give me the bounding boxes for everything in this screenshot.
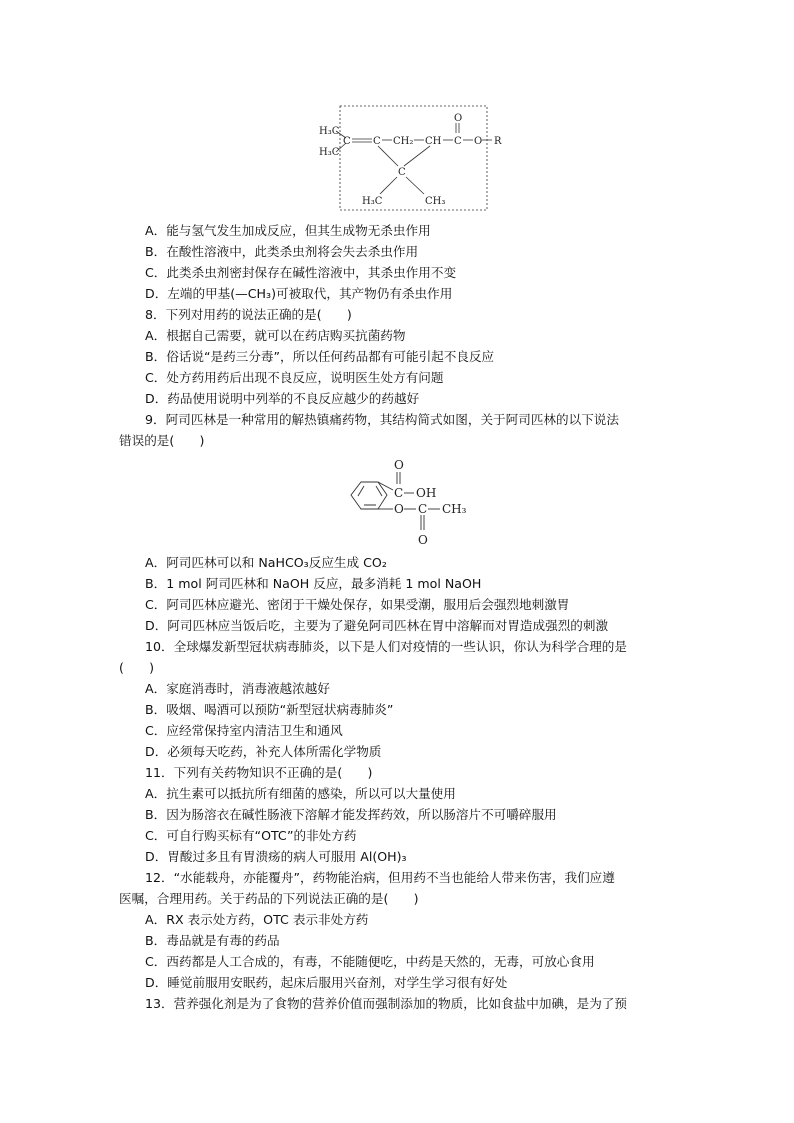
o-ester-label: O bbox=[474, 136, 483, 147]
h3c-mid-label: H₃C bbox=[319, 147, 340, 158]
q13-stem-line1: 13．营养强化剂是为了食物的营养价值而强制添加的物质，比如食盐中加碘，是为了预 bbox=[145, 996, 627, 1011]
q12-option-b: B．毒品就是有毒的药品 bbox=[145, 933, 280, 948]
dashed-box bbox=[340, 106, 487, 210]
q8-option-a: A．根据自己需要，就可以在药店购买抗菌药物 bbox=[145, 328, 406, 343]
q9-option-c: C．阿司匹林应避光、密闭于干燥处保存，如果受潮，服用后会强烈地刺激胃 bbox=[145, 597, 570, 612]
c1-label: C bbox=[343, 136, 351, 147]
aspirin-c-ester: C bbox=[418, 502, 428, 516]
c2-label: C bbox=[373, 136, 381, 147]
q11-option-c: C．可自行购买标有“OTC”的非处方药 bbox=[145, 828, 357, 843]
q11-stem: 11．下列有关药物知识不正确的是( ) bbox=[145, 765, 373, 780]
q11-option-a: A．抗生素可以抵抗所有细菌的感染，所以可以大量使用 bbox=[145, 786, 456, 801]
ch3-bottom-label: CH₃ bbox=[425, 196, 446, 207]
q10-stem-line2: ( ) bbox=[119, 660, 155, 675]
aspirin-o-bottom: O bbox=[418, 533, 428, 547]
q8-option-c: C．处方药用药后出现不良反应，说明医生处方有问题 bbox=[145, 370, 444, 385]
q12-stem-line1: 12．“水能载舟，亦能覆舟”，药物能治病，但用药不当也能给人带来伤害，我们应遵 bbox=[145, 870, 615, 885]
r-label: R bbox=[494, 136, 502, 147]
q7-option-d: D．左端的甲基(—CH₃)可被取代，其产物仍有杀虫作用 bbox=[145, 286, 453, 301]
q9-option-b: B．1 mol 阿司匹林和 NaOH 反应，最多消耗 1 mol NaOH bbox=[145, 576, 482, 591]
q7-option-a: A．能与氢气发生加成反应，但其生成物无杀虫作用 bbox=[145, 223, 431, 238]
c-ring-label: C bbox=[398, 167, 406, 178]
q12-option-c: C．西药都是人工合成的，有毒，不能随便吃，中药是天然的，无毒，可放心食用 bbox=[145, 954, 595, 969]
q10-option-b: B．吸烟、喝酒可以预防“新型冠状病毒肺炎” bbox=[145, 702, 394, 717]
c-carbonyl-label: C bbox=[454, 136, 462, 147]
q8-option-b: B．俗话说“是药三分毒”，所以任何药品都有可能引起不良反应 bbox=[145, 349, 495, 364]
aspirin-oh: OH bbox=[416, 486, 437, 500]
aspirin-c-acid: C bbox=[394, 486, 404, 500]
q10-option-a: A．家庭消毒时，消毒液越浓越好 bbox=[145, 681, 330, 696]
h3c-top-label: H₃C bbox=[319, 126, 340, 137]
q12-option-a: A．RX 表示处方药，OTC 表示非处方药 bbox=[145, 912, 369, 927]
insecticide-structure bbox=[0, 0, 794, 215]
q8-stem: 8．下列对用药的说法正确的是( ) bbox=[145, 307, 352, 322]
aspirin-ch3: CH₃ bbox=[442, 502, 467, 516]
q12-stem-line2: 医嘱，合理用药。关于药品的下列说法正确的是( ) bbox=[119, 891, 419, 906]
q7-option-c: C．此类杀虫剂密封保存在碱性溶液中，其杀虫作用不变 bbox=[145, 265, 457, 280]
q8-option-d: D．药品使用说明中列举的不良反应越少的药越好 bbox=[145, 391, 420, 406]
aspirin-structure bbox=[0, 452, 794, 552]
aspirin-o-link: O bbox=[394, 502, 404, 516]
q10-stem-line1: 10．全球爆发新型冠状病毒肺炎，以下是人们对疫情的一些认识，你认为科学合理的是 bbox=[145, 639, 627, 654]
q7-option-b: B．在酸性溶液中，此类杀虫剂将会失去杀虫作用 bbox=[145, 244, 419, 259]
o-double-label: O bbox=[454, 113, 463, 124]
q9-stem-line1: 9．阿司匹林是一种常用的解热镇痛药物，其结构简式如图，关于阿司匹林的以下说法 bbox=[145, 412, 619, 427]
q9-option-d: D．阿司匹林应当饭后吃，主要为了避免阿司匹林在胃中溶解而对胃造成强烈的刺激 bbox=[145, 618, 609, 633]
q12-option-d: D．睡觉前服用安眠药，起床后服用兴奋剂，对学生学习很有好处 bbox=[145, 975, 508, 990]
q11-option-d: D．胃酸过多且有胃溃疡的病人可服用 Al(OH)₃ bbox=[145, 849, 407, 864]
ch-label: CH bbox=[425, 136, 442, 147]
q9-option-a: A．阿司匹林可以和 NaHCO₃反应生成 CO₂ bbox=[145, 555, 387, 570]
q11-option-b: B．因为肠溶衣在碱性肠液下溶解才能发挥药效，所以肠溶片不可嚼碎服用 bbox=[145, 807, 557, 822]
q10-option-c: C．应经常保持室内清洁卫生和通风 bbox=[145, 723, 343, 738]
q9-stem-line2: 错误的是( ) bbox=[119, 433, 205, 448]
aspirin-o-top: O bbox=[394, 458, 404, 472]
h3c-bottom-label: H₃C bbox=[362, 196, 383, 207]
ch2-label: CH₂ bbox=[393, 136, 414, 147]
q10-option-d: D．必须每天吃药，补充人体所需化学物质 bbox=[145, 744, 382, 759]
